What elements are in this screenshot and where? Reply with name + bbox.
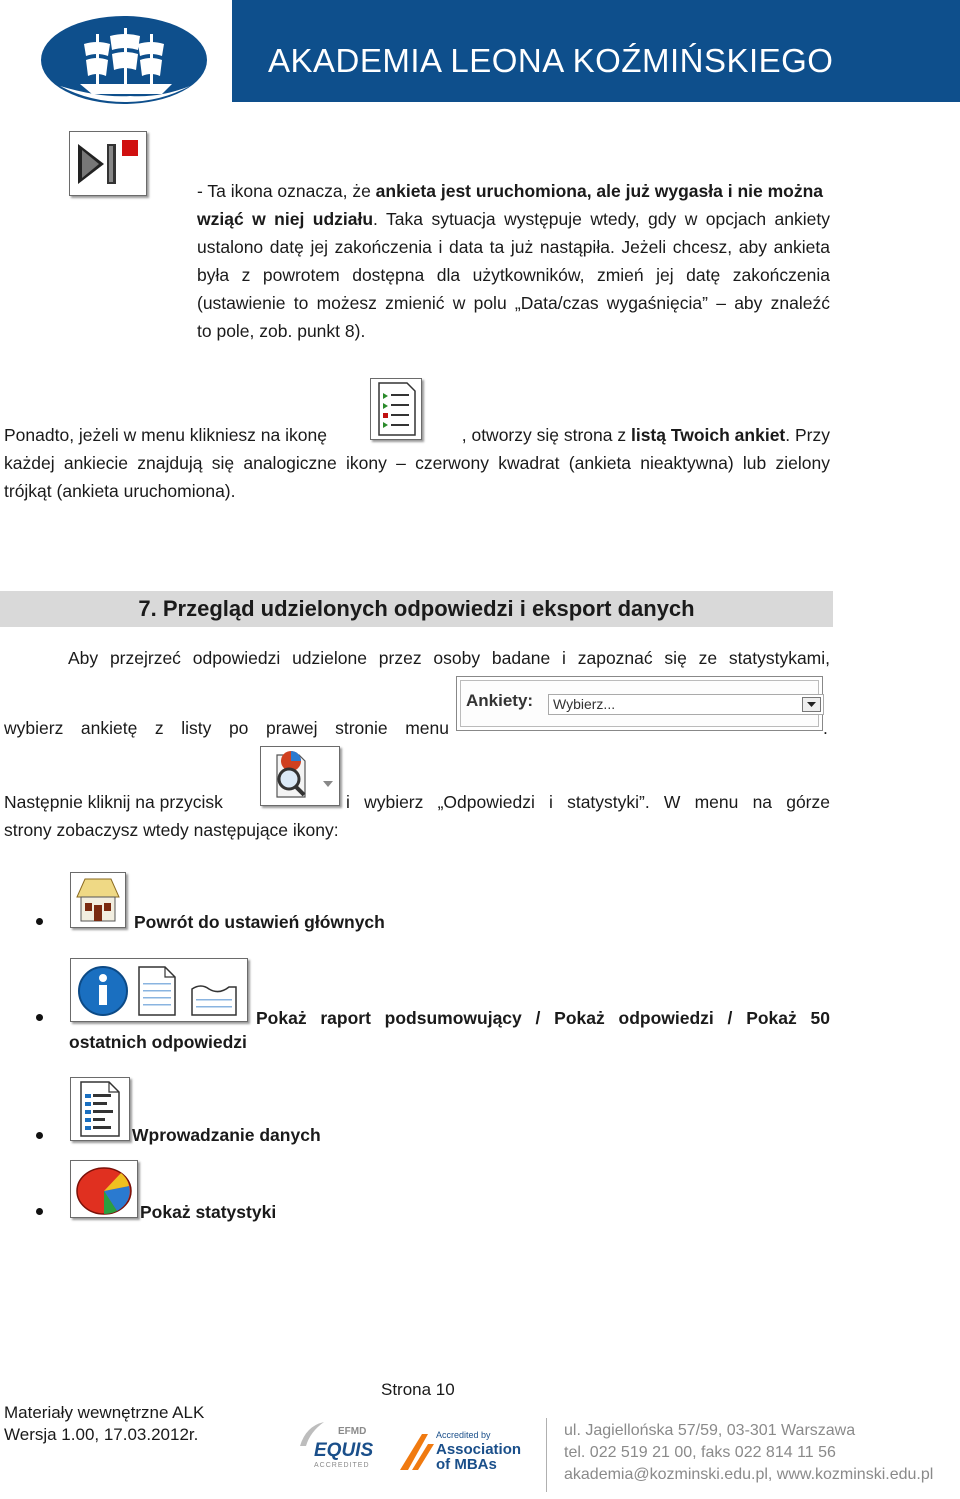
institution-name: AKADEMIA LEONA KOŹMIŃSKIEGO: [268, 42, 834, 79]
survey-select-value: Wybierz...: [553, 696, 616, 712]
bullet: [36, 1132, 43, 1139]
expired-note-line-4: była z powrotem dostępna dla użytkowników, zmień jej datę zakończenia: [197, 265, 830, 285]
equis-text: EQUIS: [314, 1440, 374, 1461]
survey-select-screenshot: [456, 676, 823, 731]
last-50-icon: [189, 981, 239, 1017]
expired-note-line-2: [197, 205, 830, 233]
footer-divider: [546, 1418, 547, 1492]
bullet-reports-text-b: ostatnich odpowiedzi: [69, 1032, 247, 1052]
footer-address: ul. Jagiellońska 57/59, 03-301 Warszawa: [564, 1422, 856, 1439]
bullet: [36, 1208, 43, 1215]
list-note-line-2: każdej ankiecie znajdują się analogiczne ikony – czerwony kwadrat (ankieta nieaktywna) lub zielony: [4, 453, 830, 473]
page-number: Strona 10: [381, 1380, 455, 1399]
footer-materials: Materiały wewnętrzne ALK: [4, 1403, 205, 1422]
body-line-2: wybierz ankietę z listy po prawej stronie menu: [4, 718, 449, 738]
select-frame: [460, 680, 819, 727]
bullet: [36, 918, 43, 925]
pie-chart-icon: [70, 1160, 138, 1218]
efmd-text: EFMD: [338, 1426, 367, 1437]
info-icon: [77, 965, 129, 1017]
bullet-data-entry-text: Wprowadzanie danych: [132, 1125, 321, 1145]
body-line-3a: Następnie kliknij na przycisk: [4, 792, 223, 812]
expired-note-line-5: (ustawienie to możesz zmienić w polu „Data/czas wygaśnięcia” – aby znaleźć: [197, 293, 830, 313]
footer-version: Wersja 1.00, 17.03.2012r.: [4, 1425, 199, 1444]
text: Ponadto, jeżeli w menu klikniesz na ikonę: [4, 425, 327, 445]
survey-select: [548, 694, 824, 715]
footer-web: akademia@kozminski.edu.pl, www.kozminski.edu.pl: [564, 1466, 934, 1483]
equis-accredited: ACCREDITED: [314, 1462, 370, 1469]
text: - Ta ikona oznacza, że: [197, 181, 376, 201]
text: . Taka sytuacja występuje wtedy, gdy w opcjach ankiety: [373, 209, 830, 229]
statistics-button-icon: [260, 746, 340, 806]
chevron-down-icon: [802, 697, 821, 712]
reports-icons: [70, 958, 248, 1022]
body-line-1: Aby przejrzeć odpowiedzi udzielone przez osoby badane i zapoznać się ze statystykami,: [68, 648, 830, 668]
data-entry-icon: [70, 1077, 130, 1141]
body-line-2-end: .: [823, 718, 828, 738]
amba-mark-icon: [398, 1432, 436, 1472]
amba-accredited: Accredited by: [436, 1430, 491, 1440]
text: . Przy: [785, 425, 830, 445]
survey-select-label: Ankiety:: [466, 691, 534, 710]
bullet-home-text: Powrót do ustawień głównych: [134, 912, 385, 932]
expired-note-line-1: [197, 177, 830, 205]
page-icon: [135, 965, 179, 1017]
bold-text: wziąć w niej udziału: [197, 209, 374, 229]
expired-note-line-6: to pole, zob. punkt 8).: [197, 321, 366, 341]
text: , otworzy się strona z: [461, 425, 631, 445]
footer-phone: tel. 022 519 21 00, faks 022 814 11 56: [564, 1444, 836, 1461]
text-right: [462, 421, 830, 449]
expired-note-line-3: ustalono datę jej zakończenia i data ta już nastąpiła. Jeżeli chcesz, aby ankieta: [197, 237, 830, 257]
bullet-reports-text-a: Pokaż raport podsumowujący / Pokaż odpowiedzi / Pokaż 50: [256, 1008, 830, 1028]
home-icon: [70, 872, 126, 928]
section-title: 7. Przegląd udzielonych odpowiedzi i eksport danych: [138, 596, 695, 621]
bold-text: ankieta jest uruchomiona, ale już wygasła i nie można: [375, 181, 824, 201]
amba-line-1: Association: [436, 1441, 522, 1458]
bullet-stats-text: Pokaż statystyki: [140, 1202, 277, 1222]
list-note-line-3: trójkąt (ankieta uruchomiona).: [4, 481, 236, 501]
body-line-3b: i wybierz „Odpowiedzi i statystyki”. W menu na górze: [346, 792, 830, 812]
survey-list-icon: [370, 378, 422, 440]
bold-text: listą Twoich ankiet: [630, 425, 786, 445]
body-line-4: strony zobaczysz wtedy następujące ikony:: [4, 820, 339, 840]
bullet: [36, 1014, 43, 1021]
expired-survey-icon: [69, 131, 147, 196]
equis-logo: [296, 1420, 374, 1472]
amba-line-2: of MBAs: [436, 1456, 497, 1473]
amba-logo: [398, 1430, 522, 1474]
ship-logo: [40, 14, 210, 106]
